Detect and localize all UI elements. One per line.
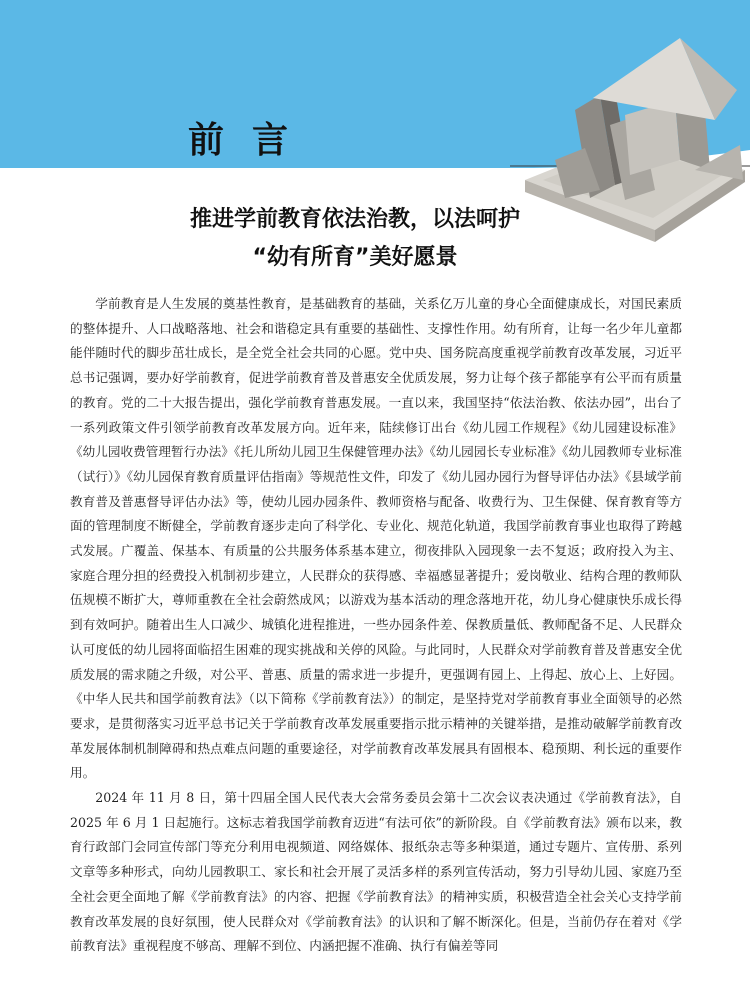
paragraph: 2024 年 11 月 8 日，第十四届全国人民代表大会常务委员会第十二次会议表决通过《学前教育法》，自 2025 年 6 月 1 日起施行。这标志着我国学前教育迈进“有法可依”的新阶段。自《学前教育法》颁布以来，教育行政部门会同宣传部门等充分利用电视频道、网络媒体、报纸杂志等多种渠道，通过专题片、宣传册、系列文章等多种形式，向幼儿园教职工、家长和社会开展了灵活多样的系列宣传活动，努力引导幼儿园、家庭乃至全社会更全面地了解《学前教育法》的内容、把握《学前教育法》的精神实质，积极营造全社会关心支持学前教育改革发展的良好氛围，使人民群众对《学前教育法》的认识和了解不断深化。但是，当前仍存在着对《学前教育法》重视程度不够高、理解不到位、内涵把握不准确、执行有偏差等同 xyxy=(70,790,682,954)
paragraph: 学前教育是人生发展的奠基性教育，是基础教育的基础，关系亿万儿童的身心全面健康成长，对国民素质的整体提升、人口战略落地、社会和谐稳定具有重要的基础性、支撑性作用。幼有所育，让每一名少年儿童都能伴随时代的脚步茁壮成长，是全党全社会共同的心愿。党中央、国务院高度重视学前教育改革发展，习近平总书记强调，要办好学前教育，促进学前教育普及普惠安全优质发展，努力让每个孩子都能享有公平而有质量的教育。党的二十大报告提出，强化学前教育普惠发展。一直以来，我国坚持“依法治教、依法办园”，出台了一系列政策文件引领学前教育改革发展方向。近年来，陆续修订出台《幼儿园工作规程》《幼儿园建设标准》《幼儿园收费管理暂行办法》《托儿所幼儿园卫生保健管理办法》《幼儿园园长专业标准》《幼儿园教师专业标准（试行）》《幼儿园保育教育质量评估指南》等规范性文件，印发了《幼儿园办园行为督导评估办法》《县域学前教育普及普惠督导评估办法》等，使幼儿园办园条件、教师资格与配备、收费行为、卫生保健、保育教育等方面的管理制度不断健全，学前教育逐步走向了科学化、专业化、规范化轨道，我国学前教育事业也取得了跨越式发展。广覆盖、保基本、有质量的公共服务体系基本建立，彻夜排队入园现象一去不复返；政府投入为主、家庭合理分担的经费投入机制初步建立，人民群众的获得感、幸福感显著提升；爱岗敬业、结构合理的教师队伍规模不断扩大，尊师重教在全社会蔚然成风；以游戏为基本活动的理念落地开花，幼儿身心健康快乐成长得到有效呵护。随着出生人口减少、城镇化进程推进，一些办园条件差、保教质量低、教师配备不足、人民群众认可度低的幼儿园将面临招生困难的现实挑战和关停的风险。与此同时，人民群众对学前教育普及普惠安全优质发展的需求随之升级，对公平、普惠、质量的需求进一步提升，更强调有园上、上得起、放心上、上好园。《中华人民共和国学前教育法》（以下简称《学前教育法》）的制定，是坚持党对学前教育事业全面领导的必然要求，是贯彻落实习近平总书记关于学前教育改革发展重要指示批示精神的关键举措，是推动破解学前教育改革发展体制机制障碍和热点难点问题的重要途径，对学前教育改革发展具有固根本、稳预期、利长远的重要作用。 xyxy=(70,296,682,781)
title-line-2: “幼有所育”美好愿景 xyxy=(252,245,458,270)
title-line-1: 推进学前教育依法治教，以法呵护 xyxy=(189,207,520,232)
body-text xyxy=(70,292,682,959)
section-title: 前言 xyxy=(188,120,317,161)
